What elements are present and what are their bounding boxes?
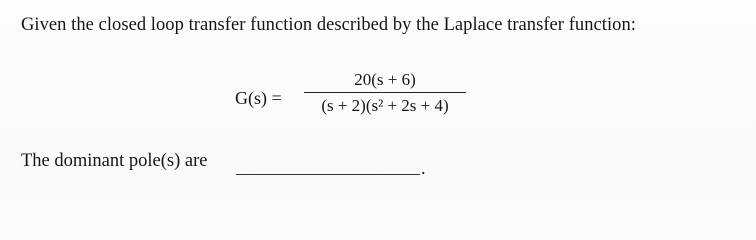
equation-lhs: G(s) = xyxy=(235,88,282,108)
answer-terminator: . xyxy=(421,158,426,178)
equation-denominator: (s + 2)(s² + 2s + 4) xyxy=(321,96,449,115)
transfer-function-equation xyxy=(235,66,475,122)
answer-prompt: The dominant pole(s) are xyxy=(21,151,208,171)
equation-fraction xyxy=(304,66,466,122)
answer-blank-line[interactable] xyxy=(236,174,420,175)
equation-numerator: 20(s + 6) xyxy=(354,70,416,89)
question-text: Given the closed loop transfer function described by the Laplace transfer function: xyxy=(21,15,636,35)
fraction-bar xyxy=(304,92,466,93)
